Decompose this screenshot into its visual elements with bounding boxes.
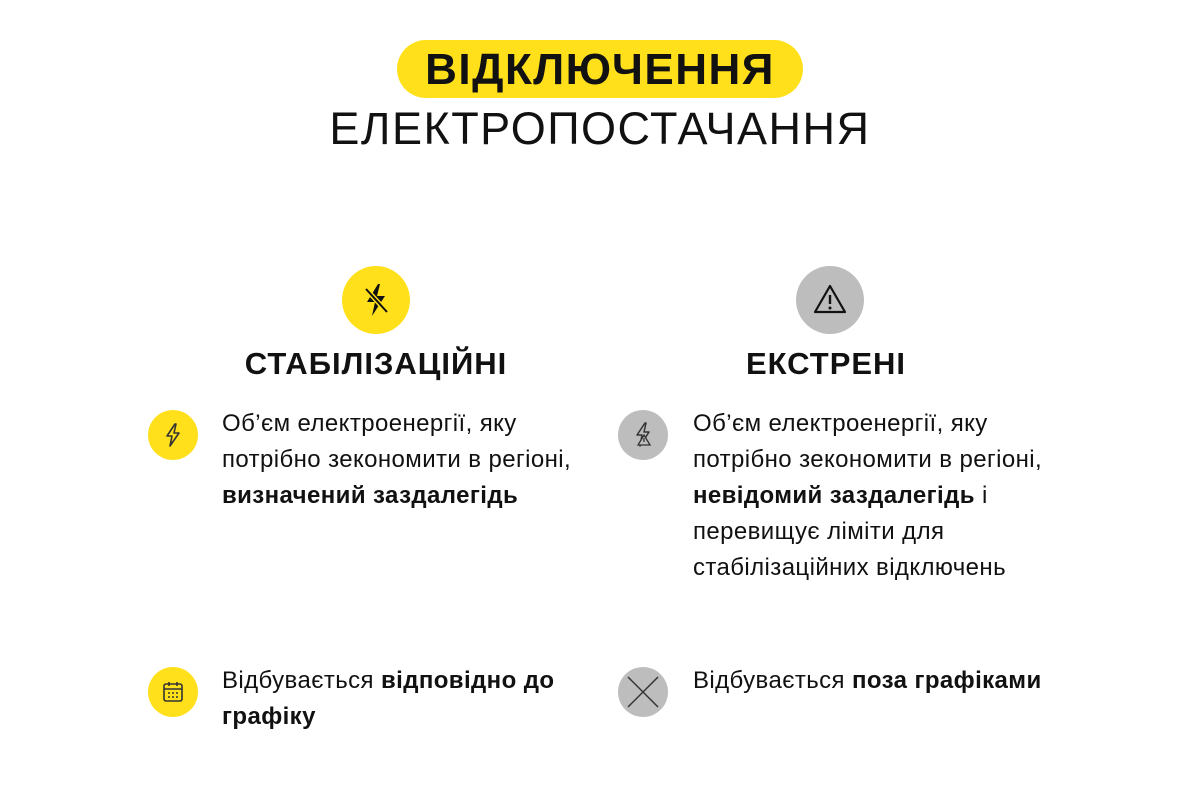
emergency-schedule-text: Відбувається поза графіками [693,667,1042,694]
cross-icon [618,667,668,717]
warning-triangle-icon [796,266,864,334]
lightning-icon [148,410,198,460]
stabilization-volume-text: Об’єм електроенергії, яку потрібно зекономити в регіоні, визначений заздалегідь [222,410,572,509]
lightning-off-icon [342,266,410,334]
emergency-volume-text: Об’єм електроенергії, яку потрібно зекономити в регіоні, невідомий заздалегідь і перевищує ліміти для стабілізаційних відключень [693,410,1043,581]
header [0,40,1200,156]
page-subtitle: ЕЛЕКТРОПОСТАЧАННЯ [329,103,871,154]
calendar-icon [148,667,198,717]
stabilization-schedule-text: Відбувається відповідно до графіку [222,667,555,730]
column-title-stabilization: СТАБІЛІЗАЦІЙНІ [244,346,508,381]
lightning-warning-icon [618,410,668,460]
page-title: ВІДКЛЮЧЕННЯ [397,40,803,98]
column-title-emergency: ЕКСТРЕНІ [745,346,907,381]
